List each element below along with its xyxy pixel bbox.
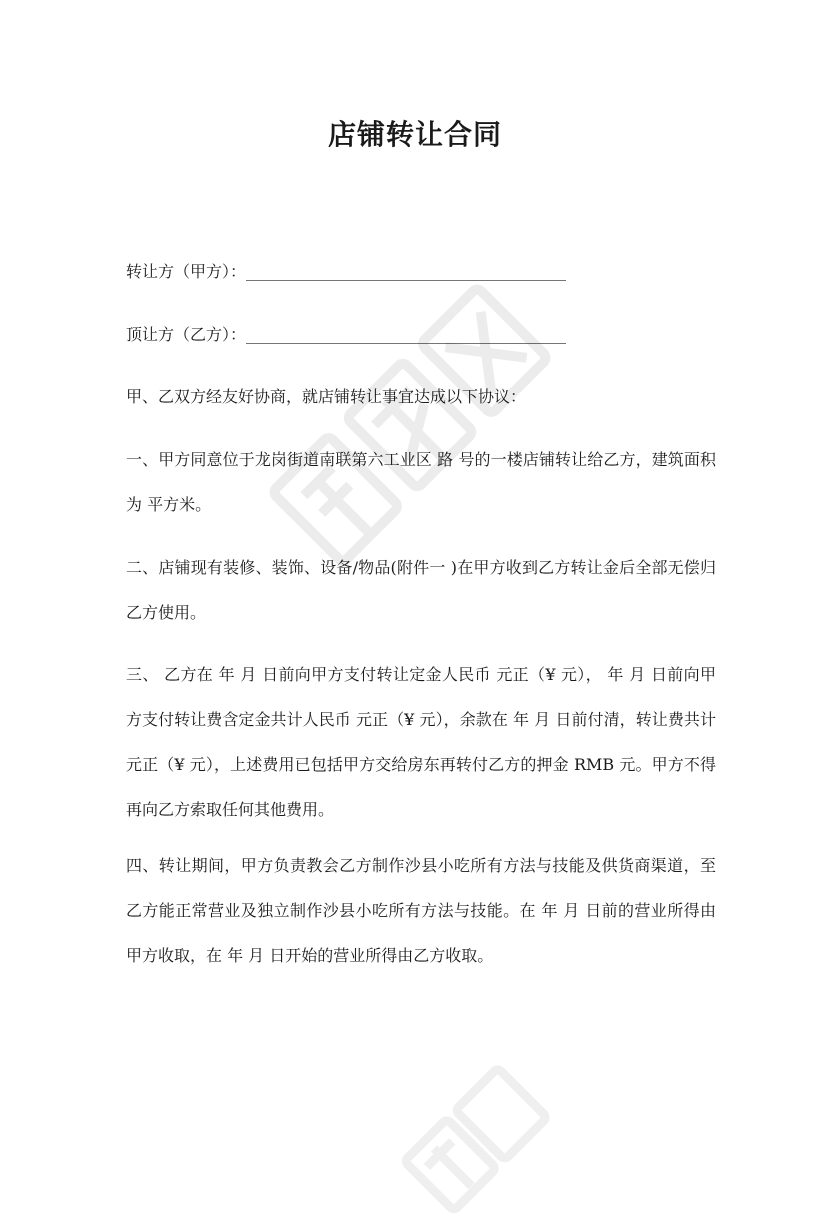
transferor-blank: ________________________________________ bbox=[246, 262, 567, 281]
transferee-line bbox=[126, 312, 716, 357]
clause-3: 三、 乙方在 年 月 日前向甲方支付转让定金人民币 元正（¥ 元）， 年 月 日前向甲方支付转让费含定金共计人民币 元正（¥ 元），余款在 年 月 日前付清，转让费共计 元正（¥ 元），上述费用已包括甲方交给房东再转付乙方的押金 RMB 元。甲方不得再向乙方索取任何其他费用。 bbox=[126, 665, 716, 819]
intro-paragraph: 甲、乙双方经友好协商，就店铺转让事宜达成以下协议： bbox=[126, 387, 527, 406]
clause-2: 二、店铺现有装修、装饰、设备/物品(附件一 )在甲方收到乙方转让金后全部无偿归乙方使用。 bbox=[126, 558, 716, 622]
transferee-label: 顶让方（乙方）： bbox=[126, 325, 247, 344]
transferor-label: 转让方（甲方）： bbox=[126, 262, 247, 281]
transferee-blank: ________________________________________ bbox=[246, 325, 567, 344]
clause-4: 四、转让期间，甲方负责教会乙方制作沙县小吃所有方法与技能及供货商渠道，至乙方能正常营业及独立制作沙县小吃所有方法与技能。在 年 月 日前的营业所得由甲方收取，在 年 月 日开始的营业所得由乙方收取。 bbox=[126, 856, 716, 965]
transferor-line bbox=[126, 249, 716, 294]
document-title: 店铺转让合同 bbox=[327, 118, 502, 151]
watermark-logo-fragment-icon bbox=[390, 1055, 560, 1225]
clause-1: 一、甲方同意位于龙岗街道南联第六工业区 路 号的一楼店铺转让给乙方，建筑面积为 平方米。 bbox=[126, 450, 716, 514]
